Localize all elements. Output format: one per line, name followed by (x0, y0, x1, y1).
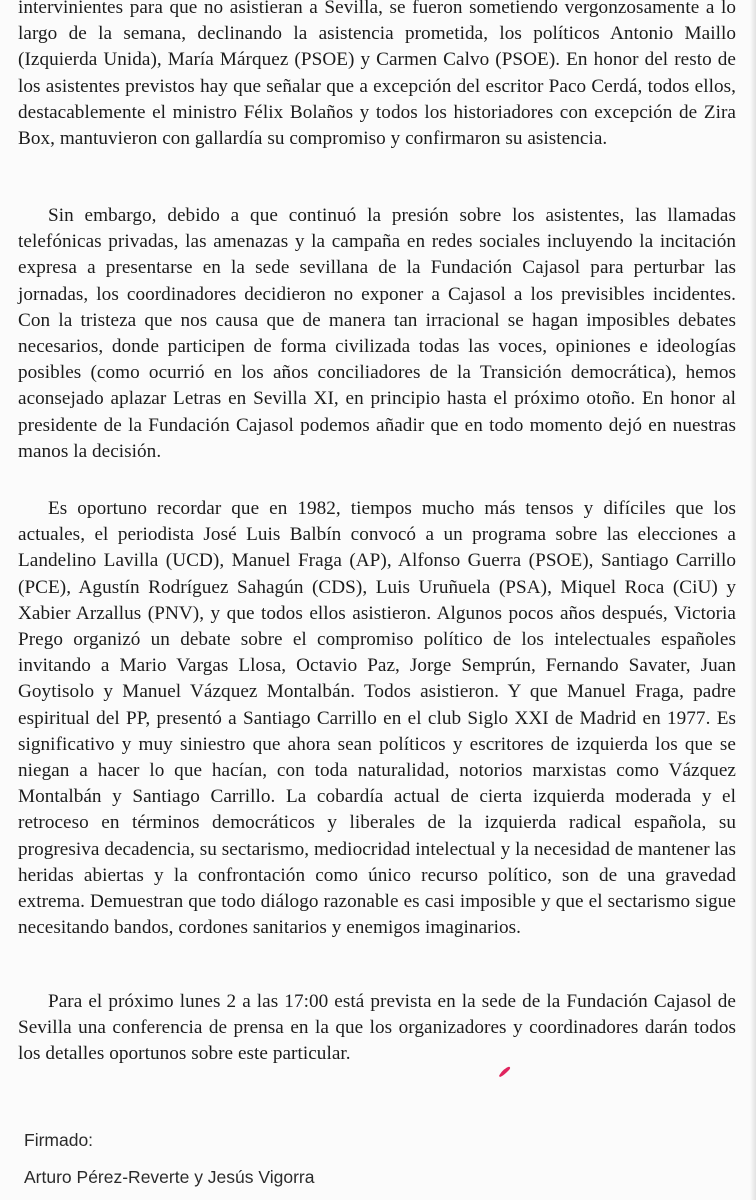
signers-names: Arturo Pérez-Reverte y Jesús Vigorra (24, 1167, 315, 1187)
paragraph-1: intervinientes para que no asistieran a Sevilla, se fueron sometiendo vergonzosamente a lo largo de la semana, declinando la asistencia prometida, los políticos Antonio Maillo (Izquierda Unida), María Márquez (PSOE) y Carmen Calvo (PSOE). En honor del resto de los asistentes previstos hay que señalar que a excepción del escritor Paco Cerdá, todos ellos, destacablemente el ministro Félix Bolaños y todos los historiadores con excepción de Zira Box, mantuvieron con gallardía su compromiso y confirmaron su asistencia. (18, 0, 736, 150)
red-ink-mark (496, 1064, 514, 1080)
paragraph-4: Para el próximo lunes 2 a las 17:00 está prevista en la sede de la Fundación Cajasol de Sevilla una conferencia de prensa en la que los organizadores y coordinadores darán todos los detalles oportunos sobre este particular. (18, 991, 736, 1065)
signed-label: Firmado: (24, 1130, 94, 1150)
paragraph-2: Sin embargo, debido a que continuó la presión sobre los asistentes, las llamadas telefónicas privadas, las amenazas y la campaña en redes sociales incluyendo la incitación expresa a presentarse en la sede sevillana de la Fundación Cajasol para perturbar las jornadas, los coordinadores decidieron no exponer a Cajasol a los previsibles incidentes. Con la tristeza que nos causa que de manera tan irracional se hagan imposibles debates necesarios, donde participen de forma civilizada todas las voces, opiniones e ideologías posibles (como ocurrió en los años conciliadores de la Transición democrática), hemos aconsejado aplazar Letras en Sevilla XI, en principio hasta el próximo otoño. En honor al presidente de la Fundación Cajasol podemos añadir que en todo momento dejó en nuestras manos la decisión. (18, 205, 736, 462)
page-edge-shadow (750, 0, 756, 1200)
paragraph-3: Es oportuno recordar que en 1982, tiempos mucho más tensos y difíciles que los actuales, el periodista José Luis Balbín convocó a un programa sobre las elecciones a Landelino Lavilla (UCD), Manuel Fraga (AP), Alfonso Guerra (PSOE), Santiago Carrillo (PCE), Agustín Rodríguez Sahagún (CDS), Luis Uruñuela (PSA), Miquel Roca (CiU) y Xabier Arzallus (PNV), y que todos ellos asistieron. Algunos pocos años después, Victoria Prego organizó un debate sobre el compromiso político de los intelectuales españoles invitando a Mario Vargas Llosa, Octavio Paz, Jorge Semprún, Fernando Savater, Juan Goytisolo y Manuel Vázquez Montalbán. Todos asistieron. Y que Manuel Fraga, padre espiritual del PP, presentó a Santiago Carrillo en el club Siglo XXI de Madrid en 1977. Es significativo y muy siniestro que ahora sean políticos y escritores de izquierda los que se niegan a hacer lo que hacían, con toda naturalidad, notorios marxistas como Vázquez Montalbán y Santiago Carrillo. La cobardía actual de cierta izquierda moderada y el retroceso en términos democráticos y liberales de la izquierda radical española, su progresiva decadencia, su sectarismo, mediocridad intelectual y la necesidad de mantener las heridas abiertas y la confrontación como único recurso político, son de una gravedad extrema. Demuestran que todo diálogo razonable es casi imposible y que el sectarismo sigue necesitando bandos, cordones sanitarios y enemigos imaginarios. (18, 498, 736, 939)
